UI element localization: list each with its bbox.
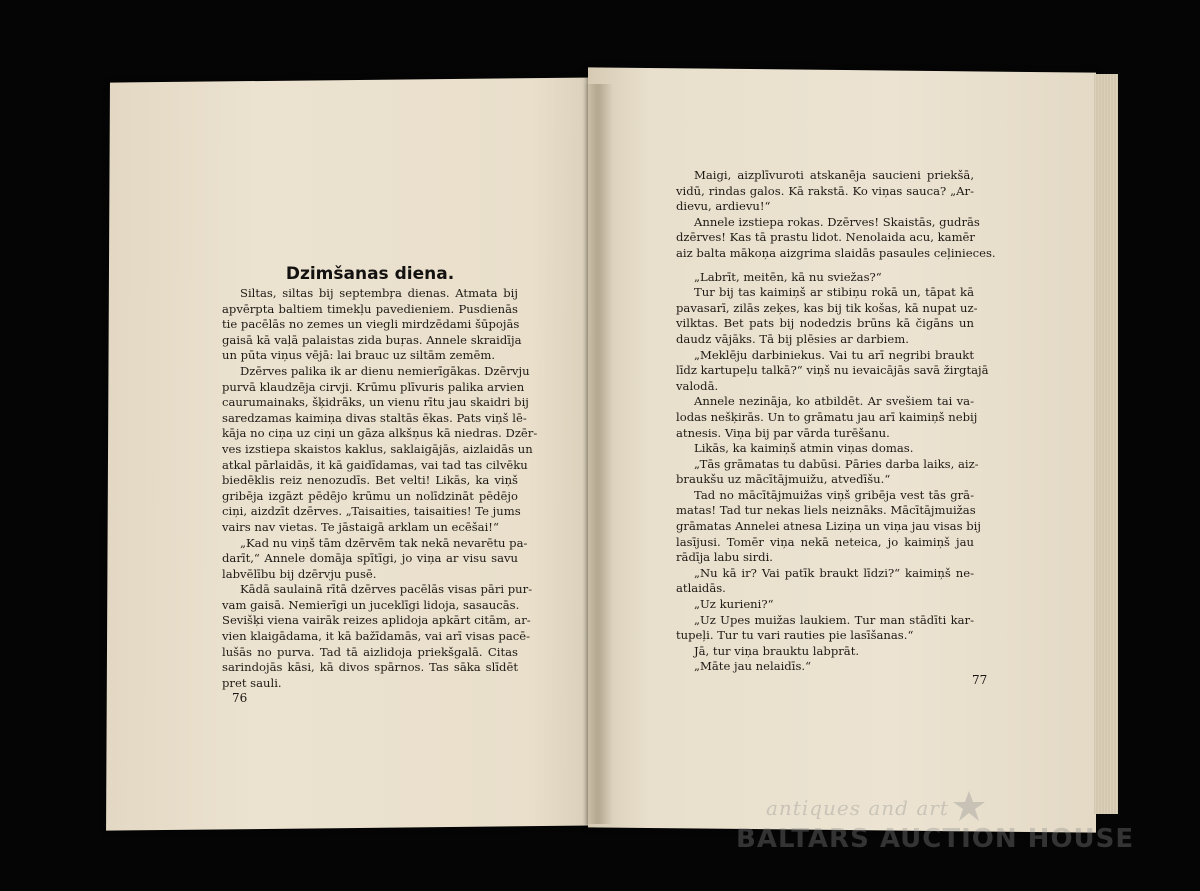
text-line: „Nu kā ir? Vai patīk braukt līdzi?“ kaimiņš ne-	[694, 565, 974, 580]
text-line: Tad no mācītājmuižas viņš gribēja vest tās grā-	[694, 487, 974, 502]
text-line: biedēklis reiz nenozudīs. Bet velti! Likās, ka viņš	[222, 473, 518, 488]
text-line: labvēlību bij dzērvju pusē.	[222, 566, 377, 581]
text-line: pret sauli.	[222, 675, 282, 690]
text-line: un pūta viņus vējā: lai brauc uz siltām zemēm.	[222, 348, 496, 363]
text-line: lasījusi. Tomēr viņa nekā neteica, jo kaimiņš jau	[676, 534, 974, 549]
text-line: „Tās grāmatas tu dabūsi. Pāries darba laiks, aiz-	[694, 456, 979, 471]
star-icon	[952, 790, 986, 822]
text-line: līdz kartupeļu talkā?“ viņš nu ievaicājās savā žirgtajā	[676, 363, 989, 378]
watermark-main-text: BALTARS AUCTION HOUSE	[736, 824, 1135, 854]
text-line: dievu, ardievu!“	[676, 199, 771, 214]
text-line: Kādā saulainā rītā dzērves pacēlās visas pāri pur-	[240, 582, 533, 597]
text-line: grāmatas Annelei atnesa Liziņa un viņa jau visas bij	[676, 519, 981, 534]
text-line: saredzamas kaimiņa divas staltās ēkas. Pats viņš lē-	[222, 410, 527, 425]
text-line: atlaidās.	[676, 581, 726, 596]
text-line: ves izstiepa skaistos kaklus, saklaigājās, aizlaidās un	[222, 441, 533, 456]
text-line: rādīja labu sirdi.	[676, 550, 773, 565]
right-page-text	[676, 168, 996, 675]
text-line: vien klaigādama, it kā bažīdamās, vai arī visas pacē-	[222, 629, 531, 644]
text-line: atnesis. Viņa bij par vārda turēšanu.	[676, 425, 890, 440]
text-line: Annele nezināja, ko atbildēt. Ar svešiem tai va-	[694, 394, 974, 409]
text-line: lušās no purva. Tad tā aizlidoja priekšgalā. Citas	[222, 644, 518, 659]
text-line: atkal pārlaidās, it kā gaidīdamas, vai tad tas cilvēku	[222, 457, 528, 472]
text-line: tupeļi. Tur tu vari rauties pie lasīšanas.“	[676, 628, 914, 643]
page-number-left: 76	[232, 691, 248, 705]
page-edges	[1094, 74, 1118, 814]
text-line: „Labrīt, meitēn, kā nu sviežas?“	[694, 269, 882, 284]
text-line: sarindojās kāsi, kā divos spārnos. Tas sāka slīdēt	[222, 660, 518, 675]
text-line: gaisā kā vaļā palaistas zida buŗas. Annele skraidīja	[222, 332, 522, 347]
text-line: Siltas, siltas bij septembŗa dienas. Atmata bij	[240, 286, 518, 300]
chapter-heading: Dzimšanas diena.	[285, 264, 455, 284]
text-line: dzērves! Kas tā prastu lidot. Nenolaida acu, kamēr	[676, 230, 975, 245]
page-number-right: 77	[972, 673, 988, 687]
text-line: „Meklēju darbiniekus. Vai tu arī negribi braukt	[694, 347, 974, 362]
text-line: „Uz Upes muižas laukiem. Tur man stādīti kar-	[694, 612, 974, 627]
text-line: gribēja izgāzt pēdējo krūmu un nolīdzināt pēdējo	[222, 488, 518, 503]
text-line: vidū, rindas galos. Kā rakstā. Ko viņas sauca? „Ar-	[676, 183, 974, 198]
text-line: braukšu uz mācītājmuižu, atvedīšu.“	[676, 472, 891, 487]
text-line: valodā.	[676, 378, 719, 393]
text-line: vilktas. Bet pats bij nodedzis brūns kā čigāns un	[676, 316, 974, 331]
text-line: vam gaisā. Nemierīgi un juceklīgi lidoja, sasaucās.	[222, 597, 520, 612]
text-line: „Māte jau nelaidīs.“	[694, 659, 812, 674]
text-line: lodas nešķirās. Un to grāmatu jau arī kaimiņš nebij	[676, 409, 978, 424]
text-line: caurumainaks, šķidrāks, un vienu rītu jau skaidri bij	[222, 395, 529, 410]
text-line: matas! Tad tur nekas liels neiznāks. Mācītājmuižas	[676, 503, 976, 518]
text-line: pavasarī, zilās zeķes, kas bij tik košas, kā nupat uz-	[676, 300, 978, 315]
text-line: tie pacēlās no zemes un viegli mirdzēdami šūpojās	[222, 317, 520, 332]
text-line: Annele izstiepa rokas. Dzērves! Skaistās, gudrās	[694, 214, 980, 229]
text-line: „Kad nu viņš tām dzērvēm tak nekā nevarētu pa-	[240, 535, 528, 550]
text-line: aiz balta mākoņa aizgrima slaidās pasaules ceļinieces.	[676, 245, 996, 260]
text-line: daudz vājāks. Tā bij plēsies ar darbiem.	[676, 331, 909, 346]
book-gutter	[583, 84, 613, 824]
text-line: Tur bij tas kaimiņš ar stibiņu rokā un, tāpat kā	[694, 285, 974, 300]
text-line: darīt,“ Annele domāja spītīgi, jo viņa ar visu savu	[222, 551, 518, 566]
text-line: kāja no ciņa uz ciņi un gāza alkšņus kā niedras. Dzēr-	[222, 426, 538, 441]
text-line: vairs nav vietas. Te jāstaigā arklam un ecēšai!“	[222, 519, 499, 534]
text-line: ciņi, aizdzīt dzērves. „Taisaities, taisaities! Te jums	[222, 504, 521, 519]
watermark	[736, 796, 1136, 866]
text-line: Jā, tur viņa brauktu labprāt.	[694, 643, 860, 658]
left-page-text	[222, 286, 538, 691]
text-line: Sevišķi viena vairāk reizes aplidoja apkārt citām, ar-	[222, 613, 531, 628]
watermark-script-text: antiques and art	[766, 796, 949, 820]
text-line: apvērpta baltiem timekļu pavedieniem. Pusdienās	[222, 301, 518, 316]
text-line: Dzērves palika ik ar dienu nemierīgākas. Dzērvju	[240, 363, 530, 378]
text-line: purvā klaudzēja cirvji. Krūmu plīvuris palika arvien	[222, 379, 525, 394]
text-line	[676, 262, 974, 270]
text-line: Likās, ka kaimiņš atmin viņas domas.	[694, 441, 914, 456]
text-line: „Uz kurieni?“	[694, 597, 774, 612]
text-line: Maigi, aizplīvuroti atskanēja saucieni priekšā,	[694, 168, 974, 182]
